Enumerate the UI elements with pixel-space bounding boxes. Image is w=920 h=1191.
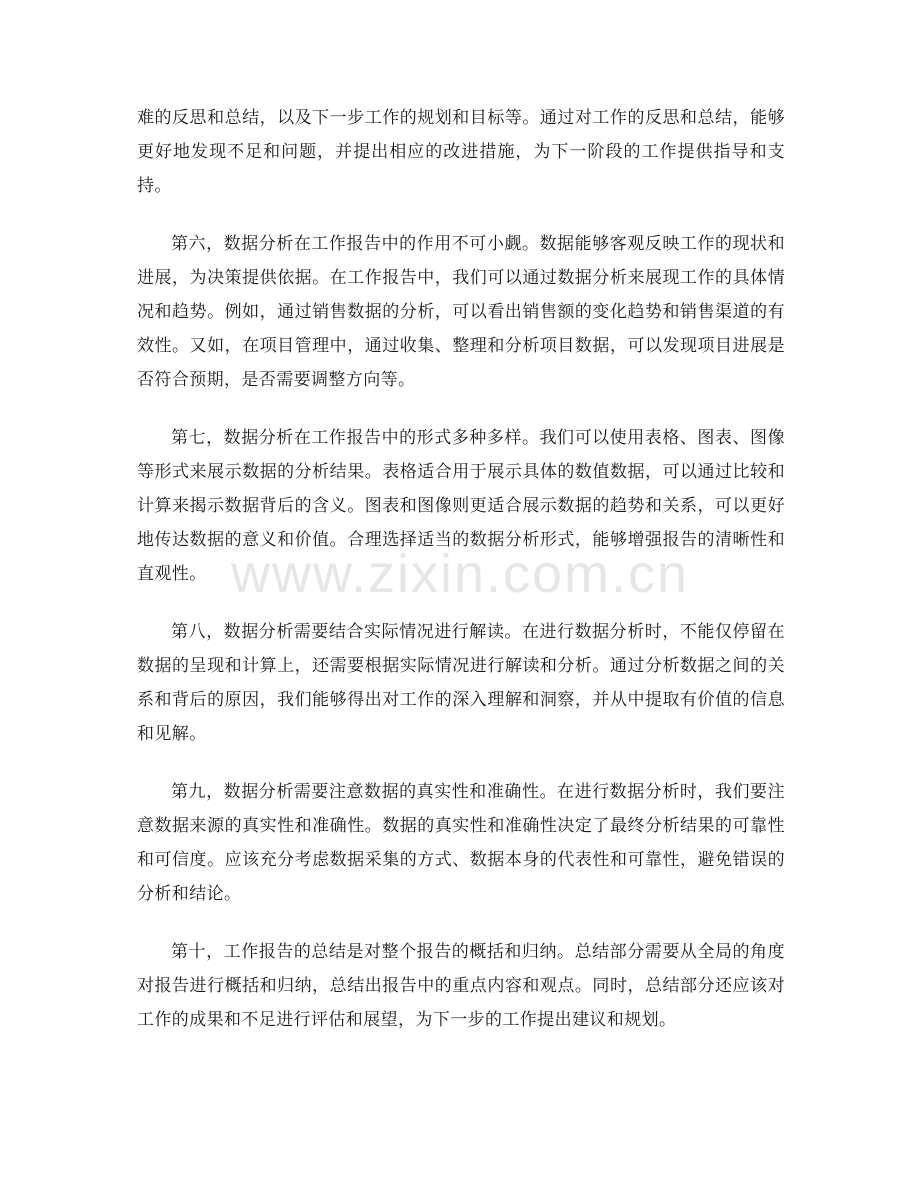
watermark: www.zixin.com.cn xyxy=(230,544,690,604)
paragraph-point-seven: 第七，数据分析在工作报告中的形式多种多样。我们可以使用表格、图表、图像等形式来展示数据的分析结果。表格适合用于展示具体的数值数据，可以通过比较和计算来揭示数据背后的含义。图表和图像则更适合展示数据的趋势和关系，可以更好地传达数据的意义和价值。合理选择适当的数据分析形式，能够增强报告的清晰性和直观性。 xyxy=(137,428,785,584)
paragraph-point-ten: 第十，工作报告的总结是对整个报告的概括和归纳。总结部分需要从全局的角度对报告进行概括和归纳，总结出报告中的重点内容和观点。同时，总结部分还应该对工作的成果和不足进行评估和展望，为下一步的工作提出建议和规划。 xyxy=(137,942,785,1030)
paragraph-point-six: 第六，数据分析在工作报告中的作用不可小觑。数据能够客观反映工作的现状和进展，为决策提供依据。在工作报告中，我们可以通过数据分析来展现工作的具体情况和趋势。例如，通过销售数据的分析，可以看出销售额的变化趋势和销售渠道的有效性。又如，在项目管理中，通过收集、整理和分析项目数据，可以发现项目进展是否符合预期，是否需要调整方向等。 xyxy=(137,234,785,390)
paragraph-point-nine: 第九，数据分析需要注意数据的真实性和准确性。在进行数据分析时，我们要注意数据来源的真实性和准确性。数据的真实性和准确性决定了最终分析结果的可靠性和可信度。应该充分考虑数据采集的方式、数据本身的代表性和可靠性，避免错误的分析和结论。 xyxy=(137,782,785,904)
paragraph-continuation: 难的反思和总结，以及下一步工作的规划和目标等。通过对工作的反思和总结，能够更好地发现不足和问题，并提出相应的改进措施，为下一阶段的工作提供指导和支持。 xyxy=(137,108,785,196)
document-body xyxy=(137,101,785,1061)
paragraph-point-eight: 第八，数据分析需要结合实际情况进行解读。在进行数据分析时，不能仅停留在数据的呈现和计算上，还需要根据实际情况进行解读和分析。通过分析数据之间的关系和背后的原因，我们能够得出对工作的深入理解和洞察，并从中提取有价值的信息和见解。 xyxy=(137,622,785,744)
